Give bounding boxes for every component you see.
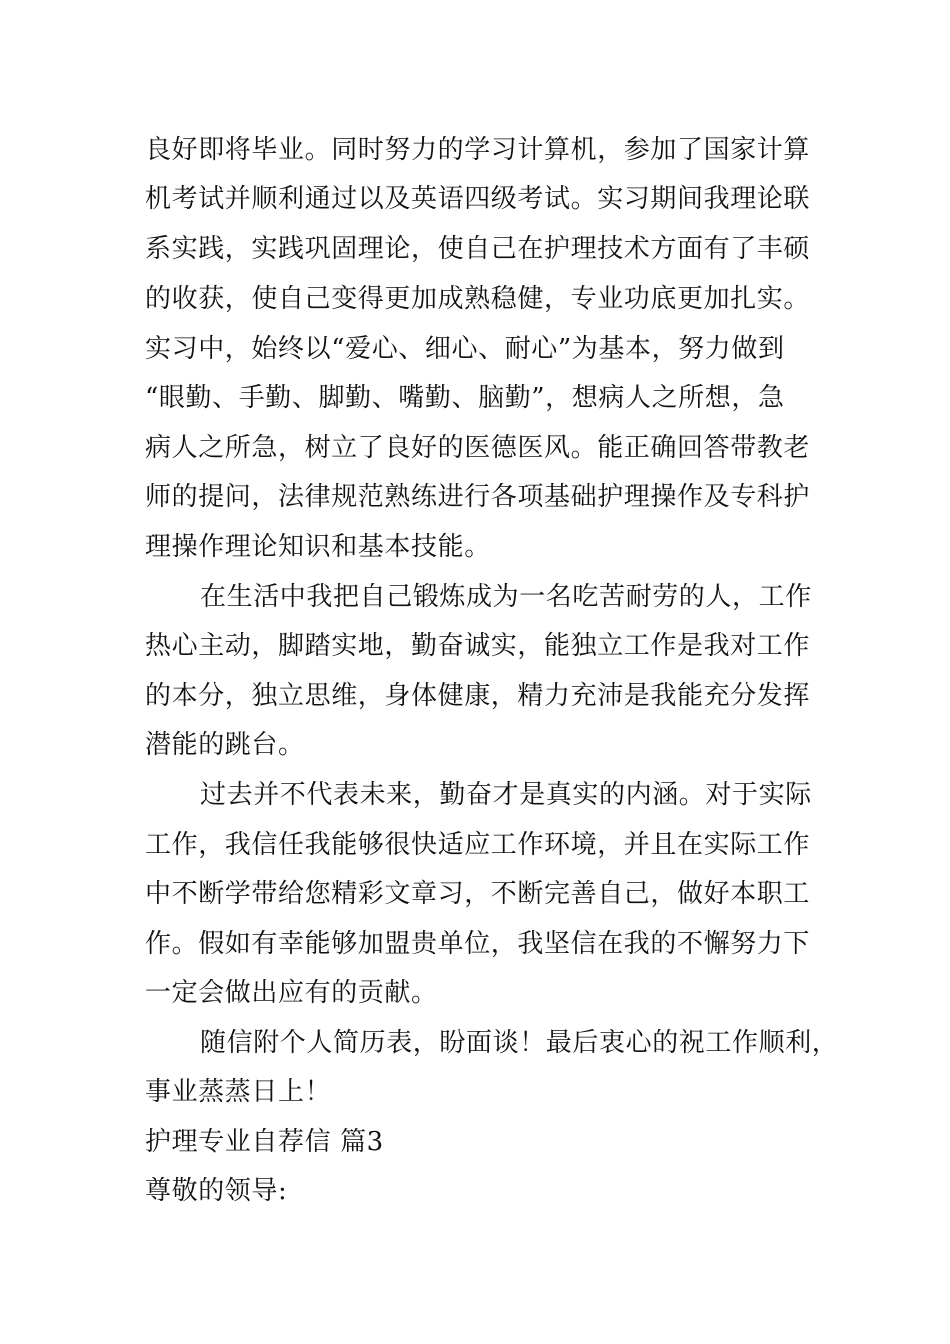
body-text-line: 的本分，独立思维，身体健康，精力充沛是我能充分发挥 (145, 681, 811, 711)
body-text-line: 潜能的跳台。 (145, 730, 305, 760)
paragraph-first-line: 在生活中我把自己锻炼成为一名吃苦耐劳的人，工作 (200, 582, 812, 612)
body-text-line: 中不断学带给您精彩文章习，不断完善自己，做好本职工 (145, 879, 811, 909)
body-text-line: 一定会做出应有的贡献。 (145, 978, 438, 1008)
salutation: 尊敬的领导: (145, 1176, 288, 1206)
body-text-line: 良好即将毕业。同时努力的学习计算机，参加了国家计算 (145, 135, 811, 165)
body-text-line: 机考试并顺利通过以及英语四级考试。实习期间我理论联 (145, 184, 811, 214)
body-text-line: 工作，我信任我能够很快适应工作环境，并且在实际工作 (145, 830, 811, 860)
body-text-line: 理操作理论知识和基本技能。 (145, 532, 491, 562)
body-text-line: 热心主动，脚踏实地，勤奋诚实，能独立工作是我对工作 (145, 631, 811, 661)
section-heading: 护理专业自荐信 篇3 (145, 1127, 384, 1157)
body-text-line: 的收获，使自己变得更加成熟稳健，专业功底更加扎实。 (145, 284, 811, 314)
body-text-line: 事业蒸蒸日上！ (145, 1077, 332, 1107)
body-text-line: 师的提问，法律规范熟练进行各项基础护理操作及专科护 (145, 482, 811, 512)
paragraph-first-line: 过去并不代表未来，勤奋才是真实的内涵。对于实际 (200, 780, 812, 810)
paragraph-first-line: 随信附个人简历表，盼面谈！最后衷心的祝工作顺利， (200, 1028, 839, 1058)
body-text-line: 实习中，始终以“爱心、细心、耐心”为基本，努力做到 (145, 334, 785, 364)
body-text-line: 病人之所急，树立了良好的医德医风。能正确回答带教老 (145, 433, 811, 463)
body-text-line: 作。假如有幸能够加盟贵单位，我坚信在我的不懈努力下 (145, 929, 811, 959)
body-text-line: 系实践，实践巩固理论，使自己在护理技术方面有了丰硕 (145, 234, 811, 264)
body-text-line: “眼勤、手勤、脚勤、嘴勤、脑勤”，想病人之所想，急 (145, 383, 785, 413)
